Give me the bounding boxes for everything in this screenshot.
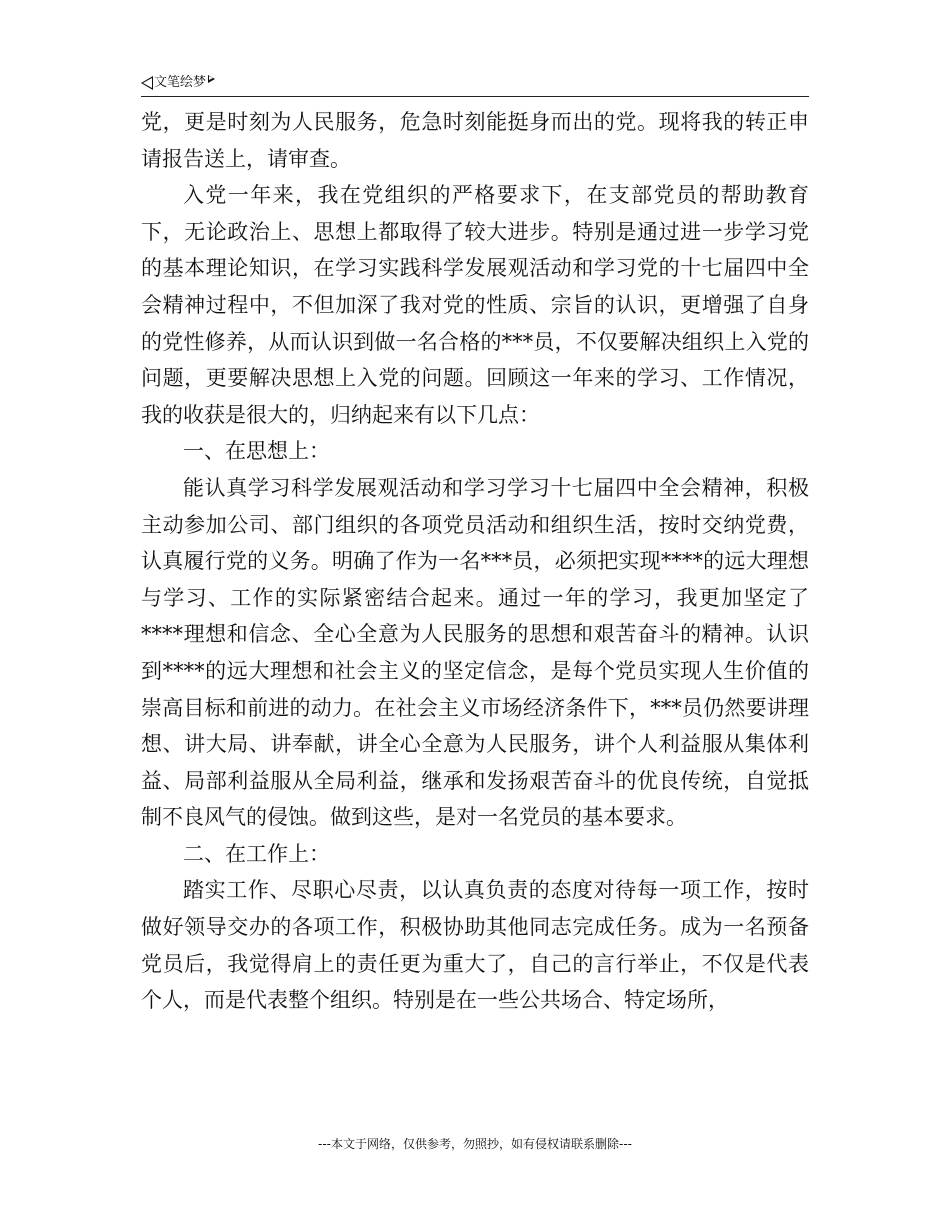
right-triangle-icon xyxy=(208,75,215,83)
paragraph: 党，更是时刻为人民服务，危急时刻能挺身而出的党。现将我的转正申请报告送上，请审查。 xyxy=(141,110,809,171)
page-header xyxy=(141,72,809,97)
left-triangle-icon xyxy=(141,76,153,90)
page-footer: ---本文于网络，仅供参考，勿照抄，如有侵权请联系删除--- xyxy=(318,1137,632,1151)
header-logo-text: 文笔绘梦 xyxy=(154,75,207,90)
header-logo xyxy=(141,74,215,92)
section-heading: 二、在工作上： xyxy=(183,841,330,866)
section-heading: 一、在思想上： xyxy=(183,439,330,464)
paragraph: 入党一年来，我在党组织的严格要求下，在支部党员的帮助教育下，无论政治上、思想上都取得了较大进步。特别是通过进一步学习党的基本理论知识，在学习实践科学发展观活动和学习党的十七届四中全会精神过程中，不但加深了我对党的性质、宗旨的认识，更增强了自身的党性修养，从而认识到做一名合格的***员，不仅要解决组织上入党的问题，更要解决思想上入党的问题。回顾这一年来的学习、工作情况，我的收获是很大的，归纳起来有以下几点： xyxy=(141,183,809,427)
paragraph: 能认真学习科学发展观活动和学习学习十七届四中全会精神，积极主动参加公司、部门组织的各项党员活动和组织生活，按时交纳党费，认真履行党的义务。明确了作为一名***员，必须把实现****的远大理想与学习、工作的实际紧密结合起来。通过一年的学习，我更加坚定了****理想和信念、全心全意为人民服务的思想和艰苦奋斗的精神。认识到****的远大理想和社会主义的坚定信念，是每个党员实现人生价值的崇高目标和前进的动力。在社会主义市场经济条件下，***员仍然要讲理想、讲大局、讲奉献，讲全心全意为人民服务，讲个人利益服从集体利益、局部利益服从全局利益，继承和发扬艰苦奋斗的优良传统，自觉抵制不良风气的侵蚀。做到这些，是对一名党员的基本要求。 xyxy=(141,475,809,830)
document-body xyxy=(141,104,809,1019)
paragraph: 踏实工作、尽职心尽责，以认真负责的态度对待每一项工作，按时做好领导交办的各项工作，积极协助其他同志完成任务。成为一名预备党员后，我觉得肩上的责任更为重大了，自己的言行举止，不仅是代表个人，而是代表整个组织。特别是在一些公共场合、特定场所， xyxy=(141,878,809,1013)
